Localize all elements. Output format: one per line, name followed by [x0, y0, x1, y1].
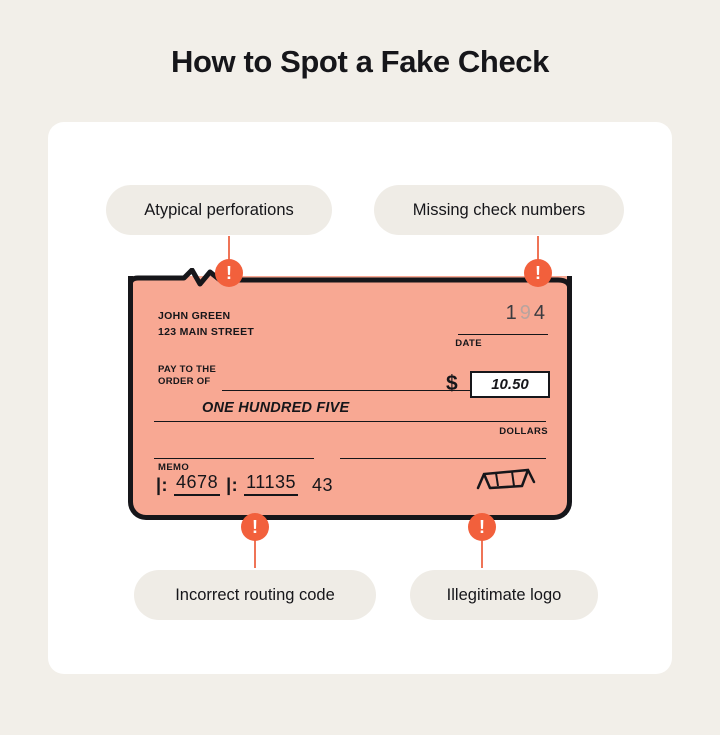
alert-badge-perforations: ! — [215, 259, 243, 287]
date-line — [458, 334, 548, 335]
check-number-digit-1: 1 — [505, 302, 520, 324]
alert-badge-logo: ! — [468, 513, 496, 541]
memo-line — [154, 458, 314, 459]
amount-words-line — [154, 421, 546, 422]
amount-in-words: ONE HUNDRED FIVE — [202, 400, 350, 416]
page-title: How to Spot a Fake Check — [171, 44, 549, 79]
dollar-sign: $ — [446, 372, 458, 395]
pay-to-order-of-label — [158, 364, 216, 388]
payer-address: 123 MAIN STREET — [158, 326, 255, 338]
payer-name: JOHN GREEN — [158, 310, 231, 322]
callout-label: Atypical perforations — [144, 200, 294, 219]
callout-missing-check-numbers[interactable] — [374, 185, 624, 235]
check-illustration — [128, 268, 572, 520]
alert-badge-check-numbers: ! — [524, 259, 552, 287]
callout-label: Illegitimate logo — [446, 585, 562, 604]
callout-atypical-perforations[interactable] — [106, 185, 332, 235]
micr-symbol-left: |: — [156, 475, 169, 495]
callout-illegitimate-logo[interactable] — [410, 570, 598, 620]
micr-account-number: 11135 — [244, 472, 298, 496]
micr-routing-number: 4678 — [174, 472, 220, 496]
check-number — [506, 302, 548, 325]
payee-line — [222, 390, 474, 391]
memo-label: MEMO — [158, 462, 190, 473]
callout-incorrect-routing-code[interactable] — [134, 570, 376, 620]
micr-symbol-mid: |: — [226, 475, 239, 495]
alert-badge-routing: ! — [241, 513, 269, 541]
date-label: DATE — [455, 338, 482, 349]
micr-check-digits: 43 — [312, 475, 334, 495]
check-number-digit-2-faded: 9 — [519, 302, 534, 324]
dollars-label: DOLLARS — [499, 426, 548, 437]
pay-to-line-1: PAY TO THE — [158, 364, 217, 375]
pay-to-line-2: ORDER OF — [158, 376, 211, 387]
amount-numeric-box — [470, 371, 550, 398]
check-number-digit-3: 4 — [533, 302, 548, 324]
check-face — [128, 276, 572, 520]
micr-line — [156, 472, 333, 496]
callout-label: Missing check numbers — [412, 200, 586, 219]
bank-logo-icon — [474, 458, 538, 494]
callout-label: Incorrect routing code — [175, 585, 335, 604]
amount-numeric: 10.50 — [491, 376, 529, 393]
